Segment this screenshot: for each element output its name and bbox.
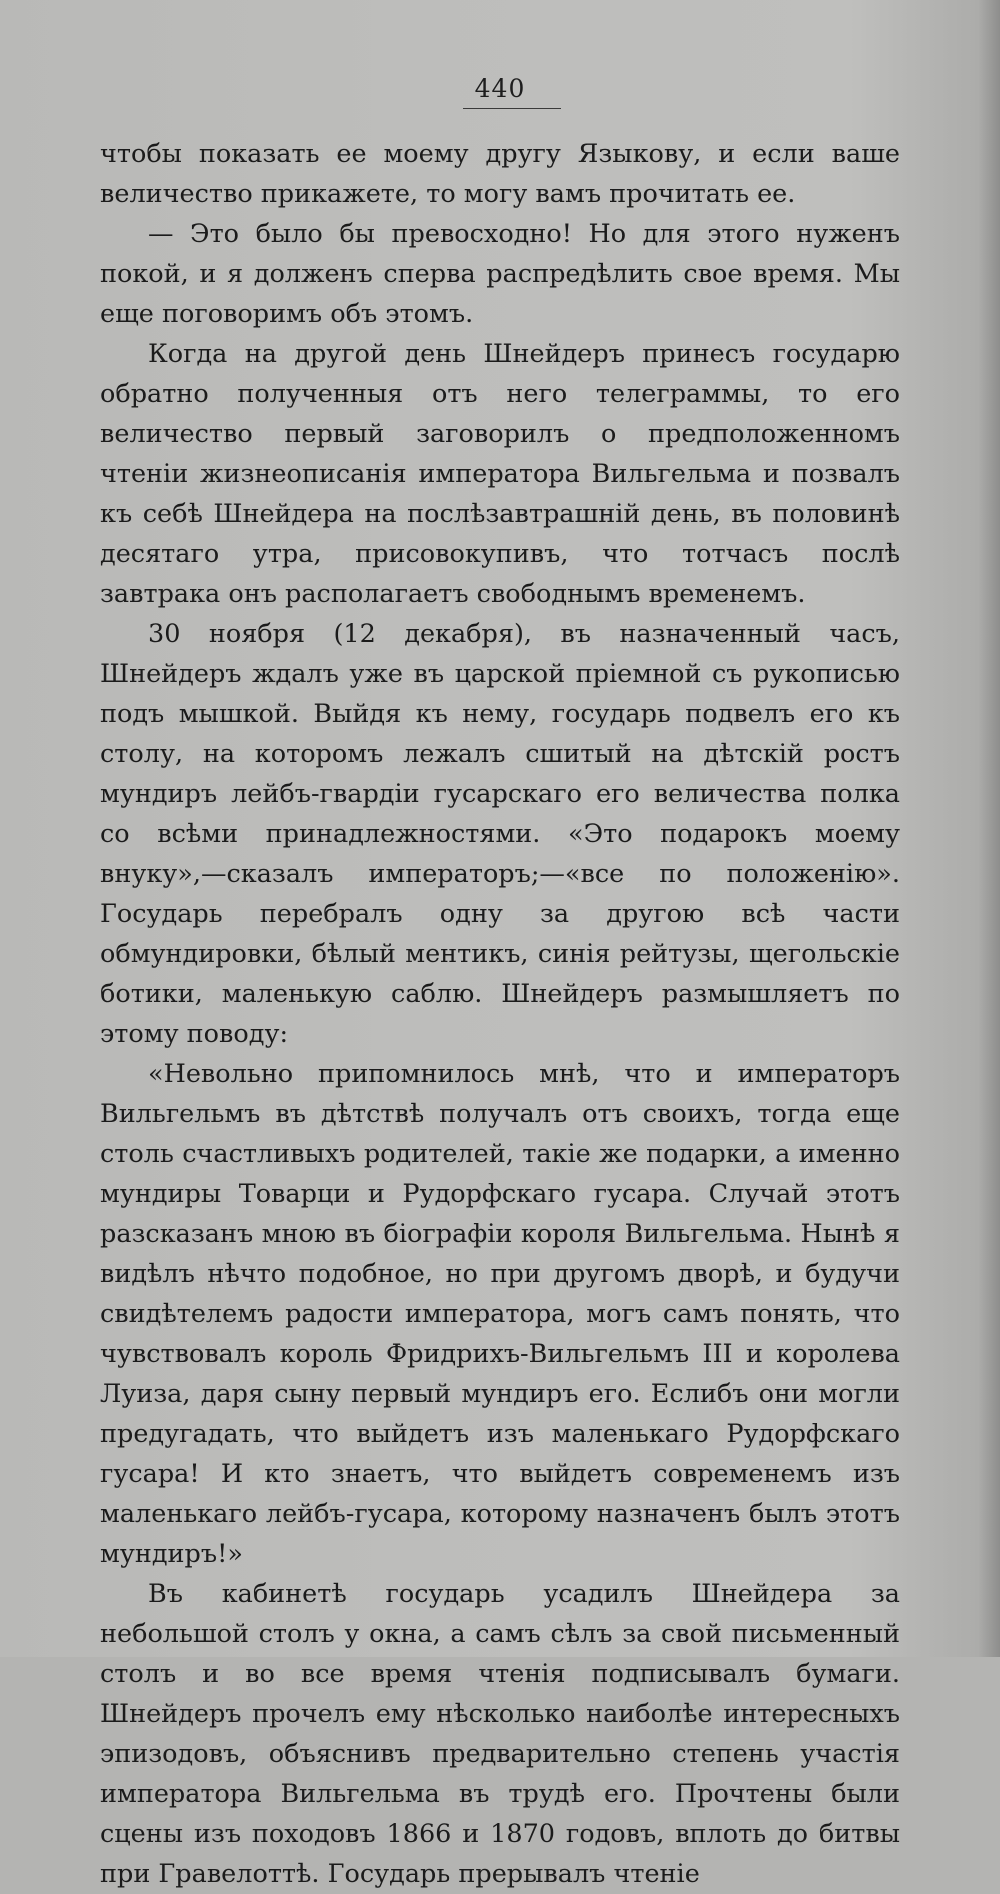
page-edge-shadow (978, 0, 1000, 1657)
paragraph: — Это было бы превосходно! Но для этого нуженъ покой, и я долженъ сперва распредѣлить свое время. Мы еще поговоримъ объ этомъ. (100, 219, 900, 329)
paragraph: 30 ноября (12 декабря), въ назначенный часъ, Шнейдеръ ждалъ уже въ царской пріемной съ рукописью подъ мышкой. Выйдя къ нему, государь подвелъ его къ столу, на которомъ лежалъ сшитый на дѣтскій ростъ мундиръ лейбъ-гвардіи гусарскаго его величества полка со всѣми принадлежностями. «Это подарокъ моему внуку»,—сказалъ императоръ;—«все по положенію». Государь перебралъ одну за другою всѣ части обмундировки, бѣлый ментикъ, синія рейтузы, щегольскіе ботики, маленькую саблю. Шнейдеръ размышляетъ по этому поводу: (100, 619, 900, 1049)
paragraph-quote: «Невольно припомнилось мнѣ, что и императоръ Вильгельмъ въ дѣтствѣ получалъ отъ своихъ, тогда еще столь счастливыхъ родителей, такіе же подарки, а именно мундиры Товарци и Рудорфскаго гусара. Случай этотъ разсказанъ мною въ біографіи короля Вильгельма. Нынѣ я видѣлъ нѣчто подобное, но при другомъ дворѣ, и будучи свидѣтелемъ радости императора, могъ самъ понять, что чувствовалъ король Фридрихъ-Вильгельмъ III и королева Луиза, даря сыну первый мундиръ его. Еслибъ они могли предугадать, что выйдетъ изъ маленькаго Рудорфскаго гусара! И кто знаетъ, что выйдетъ современемъ изъ маленькаго лейбъ-гусара, которому назначенъ былъ этотъ мундиръ!» (100, 1059, 900, 1569)
paragraph: Въ кабинетѣ государь усадилъ Шнейдера за небольшой столъ у окна, а самъ сѣлъ за свой письменный столъ и во все время чтенія подписывалъ бумаги. Шнейдеръ прочелъ ему нѣсколько наиболѣе интересныхъ эпизодовъ, объяснивъ предварительно степень участія императора Вильгельма въ трудѣ его. Прочтены были сцены изъ походовъ 1866 и 1870 годовъ, вплоть до битвы при Гравелоттѣ. Государь прерывалъ чтеніе (100, 1579, 900, 1889)
page-number-rule (463, 108, 561, 109)
page-body (100, 134, 900, 1894)
paragraph-continuation: чтобы показать ее моему другу Языкову, и если ваше величество прикажете, то могу вамъ прочитать ее. (100, 139, 900, 209)
page-number: 440 (474, 74, 526, 103)
paragraph: Когда на другой день Шнейдеръ принесъ государю обратно полученныя отъ него телеграммы, то его величество первый заговорилъ о предположенномъ чтеніи жизнеописанія императора Вильгельма и позвалъ къ себѣ Шнейдера на послѣзавтрашній день, въ половинѣ десятаго утра, присовокупивъ, что тотчасъ послѣ завтрака онъ располагаетъ свободнымъ временемъ. (100, 339, 900, 609)
